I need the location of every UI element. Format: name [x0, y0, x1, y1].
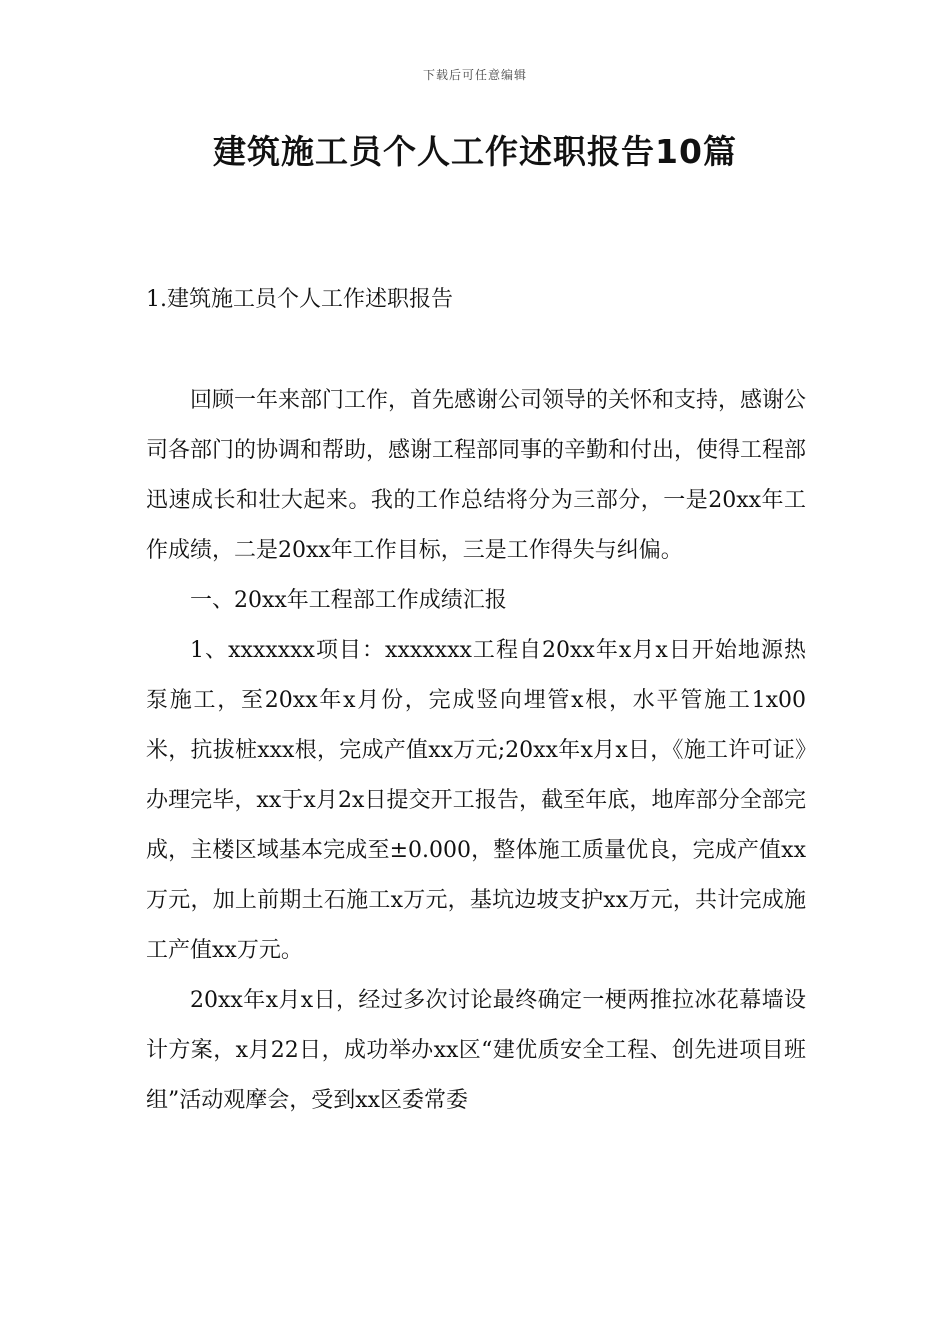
paragraph-project: 1、xxxxxxx项目：xxxxxxx工程自20xx年x月x日开始地源热泵施工，至20xx年x月份，完成竖向埋管x根，水平管施工1x00米，抗拔桩xxx根，完成产值xx万元;20xx年x月x日，《施工许可证》办理完毕，xx于x月2x日提交开工报告，截至年底，地库部分全部完成，主楼区域基本完成至±0.000，整体施工质量优良，完成产值xx万元，加上前期土石施工x万元，基坑边坡支护xx万元，共计完成施工产值xx万元。 — [146, 638, 806, 963]
paragraph-events: 20xx年x月x日，经过多次讨论最终确定一梗两推拉冰花幕墙设计方案，x月22日，成功举办xx区“建优质安全工程、创先进项目班组”活动观摩会，受到xx区委常委 — [146, 988, 806, 1113]
paragraph-subheading: 一、20xx年工程部工作成绩汇报 — [190, 588, 507, 613]
section-heading: 1.建筑施工员个人工作述职报告 — [146, 287, 453, 312]
paragraph-intro: 回顾一年来部门工作，首先感谢公司领导的关怀和支持，感谢公司各部门的协调和帮助，感谢工程部同事的辛勤和付出，使得工程部迅速成长和壮大起来。我的工作总结将分为三部分，一是20xx年工作成绩，二是20xx年工作目标，三是工作得失与纠偏。 — [146, 388, 807, 563]
document-title: 建筑施工员个人工作述职报告10篇 — [213, 132, 737, 171]
header-note: 下载后可任意编辑 — [422, 68, 527, 82]
body-text — [146, 376, 806, 1126]
